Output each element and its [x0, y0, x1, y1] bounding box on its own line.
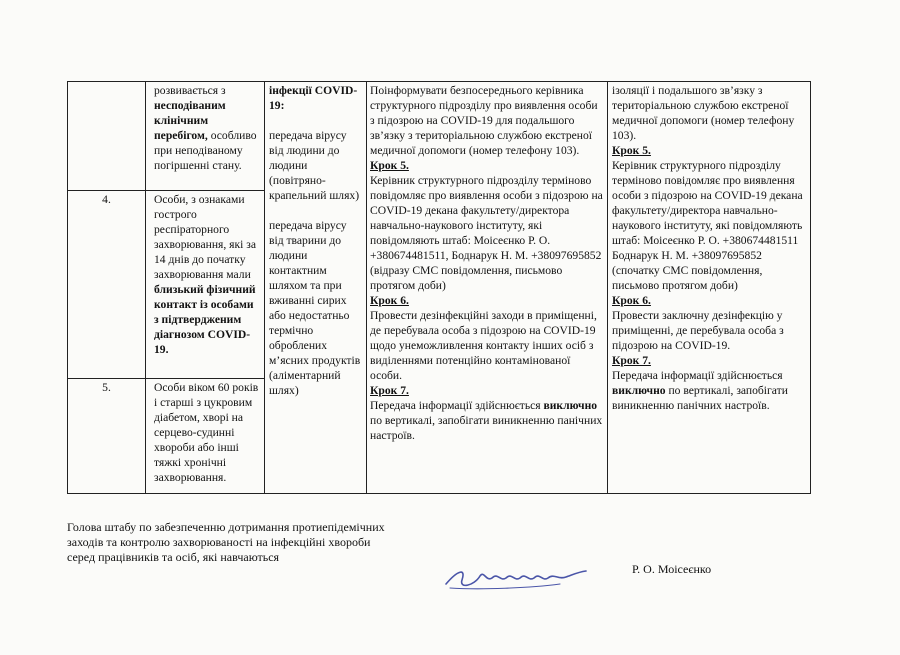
- risk-group-text: Особи віком 60 років і старші з цукровим діабетом, хворі на серцево-судинні хвороби або інші тяжкі хронічні захворювання.: [154, 381, 259, 484]
- transmission-person: передача вірусу від людини до людини (повітряно-крапельний шлях): [269, 129, 360, 202]
- step6b-text: Провести заключну дезінфекцію у приміщенні, де перебувала особа з підозрою на COVID-19.: [612, 309, 784, 352]
- row-number: 4.: [68, 191, 146, 379]
- signatory-title: [67, 520, 385, 565]
- risk-group-text: розвивається з: [154, 84, 226, 97]
- step6-text: Провести дезінфекційні заходи в приміщенні, де перебувала особа з підозрою на COVID-19 щодо унеможливлення контакту інших осіб з виділеннями потенційно контамінованої особи.: [370, 309, 597, 382]
- risk-group-bold: близький фізичний контакт із особами з підтвердженим діагнозом COVID-19.: [154, 283, 256, 356]
- actions-cell-2: [608, 82, 811, 494]
- actions-lead: Поінформувати безпосереднього керівника структурного підрозділу про виявлення особи з підозрою на COVID-19 для подальшого зв’язку з територіальною службою екстреної медичної допомоги (номер телефону 103).: [370, 84, 598, 157]
- transmission-animal: передача вірусу від тварини до людини контактним шляхом та при вживанні сирих або недостатньо термічно оброблених м’ясних продуктів (аліментарний шлях): [269, 219, 361, 397]
- step7b-text: Передача інформації здійснюється виключно по вертикалі, запобігати виникненню панічних настроїв.: [612, 369, 788, 412]
- transmission-cell: [265, 82, 367, 494]
- step6b-title: Крок 6.: [612, 294, 651, 307]
- step5-text: Керівник структурного підрозділу терміново повідомляє про виявлення особи з підозрою на COVID-19 декана факультету/директора навчально-наукового інституту, які повідомляють штаб: Моісеєнко Р. О. +380674481511, Боднарук Н. М. +38097695852 (відразу СМС повідомлення, письмово протягом доби): [370, 174, 603, 292]
- signatory-line-1: Голова штабу по забезпеченню дотримання протиепідемічних: [67, 520, 385, 534]
- transmission-heading: інфекції COVID-19:: [269, 84, 358, 112]
- actions2-lead: ізоляції і подальшого зв’язку з територіальною службою екстреної медичної допомоги (номер телефону 103).: [612, 84, 795, 142]
- measures-table: [67, 81, 811, 494]
- handwritten-signature: [440, 560, 590, 594]
- row-number: [68, 82, 146, 191]
- risk-group-text: Особи, з ознаками гострого респіраторного захворювання, які за 14 днів до початку захворювання мали: [154, 193, 256, 281]
- risk-group-cell: [146, 191, 265, 379]
- risk-group-cell: [146, 379, 265, 494]
- step5-title: Крок 5.: [370, 159, 409, 172]
- row-number: 5.: [68, 379, 146, 494]
- step7-title: Крок 7.: [370, 384, 409, 397]
- signatory-line-3: серед працівників та осіб, які навчаються: [67, 550, 280, 564]
- risk-group-text-end: особливо при неподіваному погіршенні стану.: [154, 129, 257, 172]
- risk-group-bold: несподіваним клінічним перебігом,: [154, 99, 226, 142]
- table-row: [68, 82, 811, 191]
- step7b-title: Крок 7.: [612, 354, 651, 367]
- signatory-line-2: заходів та контролю захворюваності на інфекційні хвороби: [67, 535, 371, 549]
- actions-cell: [367, 82, 608, 494]
- risk-group-cell: [146, 82, 265, 191]
- signatory-name: Р. О. Моісеєнко: [632, 562, 712, 576]
- step6-title: Крок 6.: [370, 294, 409, 307]
- step7-text: Передача інформації здійснюється виключно по вертикалі, запобігати виникненню панічних настроїв.: [370, 399, 603, 442]
- step5b-text: Керівник структурного підрозділу терміново повідомляє про виявлення особи з підозрою на COVID-19 декана факультету/директора навчально-наукового інституту, які повідомляють штаб: Моісеєнко Р. О. +380674481511 Боднарук Н. М. +38097695852 (спочатку СМС повідомлення, письмово протягом доби): [612, 159, 803, 292]
- step5b-title: Крок 5.: [612, 144, 651, 157]
